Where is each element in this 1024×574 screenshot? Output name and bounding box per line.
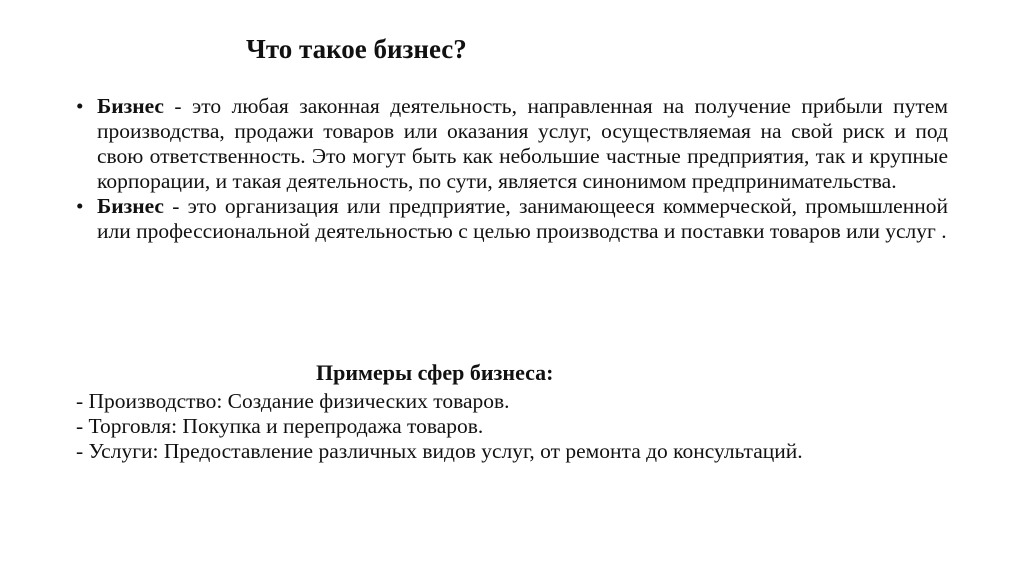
slide-title: Что такое бизнес? (246, 34, 467, 64)
examples-list (76, 389, 948, 464)
example-item: - Услуги: Предоставление различных видов услуг, от ремонта до консультаций. (76, 439, 803, 463)
definition-text: - это организация или предприятие, занимающееся коммерческой, промышленной или профессиональной деятельностью с целью производства и поставки товаров или услуг . (97, 194, 948, 243)
definition-item (76, 94, 948, 194)
definition-term: Бизнес (97, 194, 164, 218)
bullet-icon: • (76, 194, 84, 218)
definition-term: Бизнес (97, 94, 164, 118)
example-item: - Торговля: Покупка и перепродажа товаров. (76, 414, 484, 438)
examples-heading: Примеры сфер бизнеса: (316, 360, 554, 385)
bullet-icon: • (76, 94, 84, 118)
definition-item (76, 194, 948, 244)
definition-text: - это любая законная деятельность, направленная на получение прибыли путем производства, продажи товаров или оказания услуг, осуществляемая на свой риск и под свою ответственность. Это могут быть как небольшие частные предприятия, так и крупные корпорации, и такая деятельность, по сути, является синонимом предпринимательства. (97, 94, 948, 193)
definition-list (76, 94, 948, 244)
example-item: - Производство: Создание физических товаров. (76, 389, 510, 413)
